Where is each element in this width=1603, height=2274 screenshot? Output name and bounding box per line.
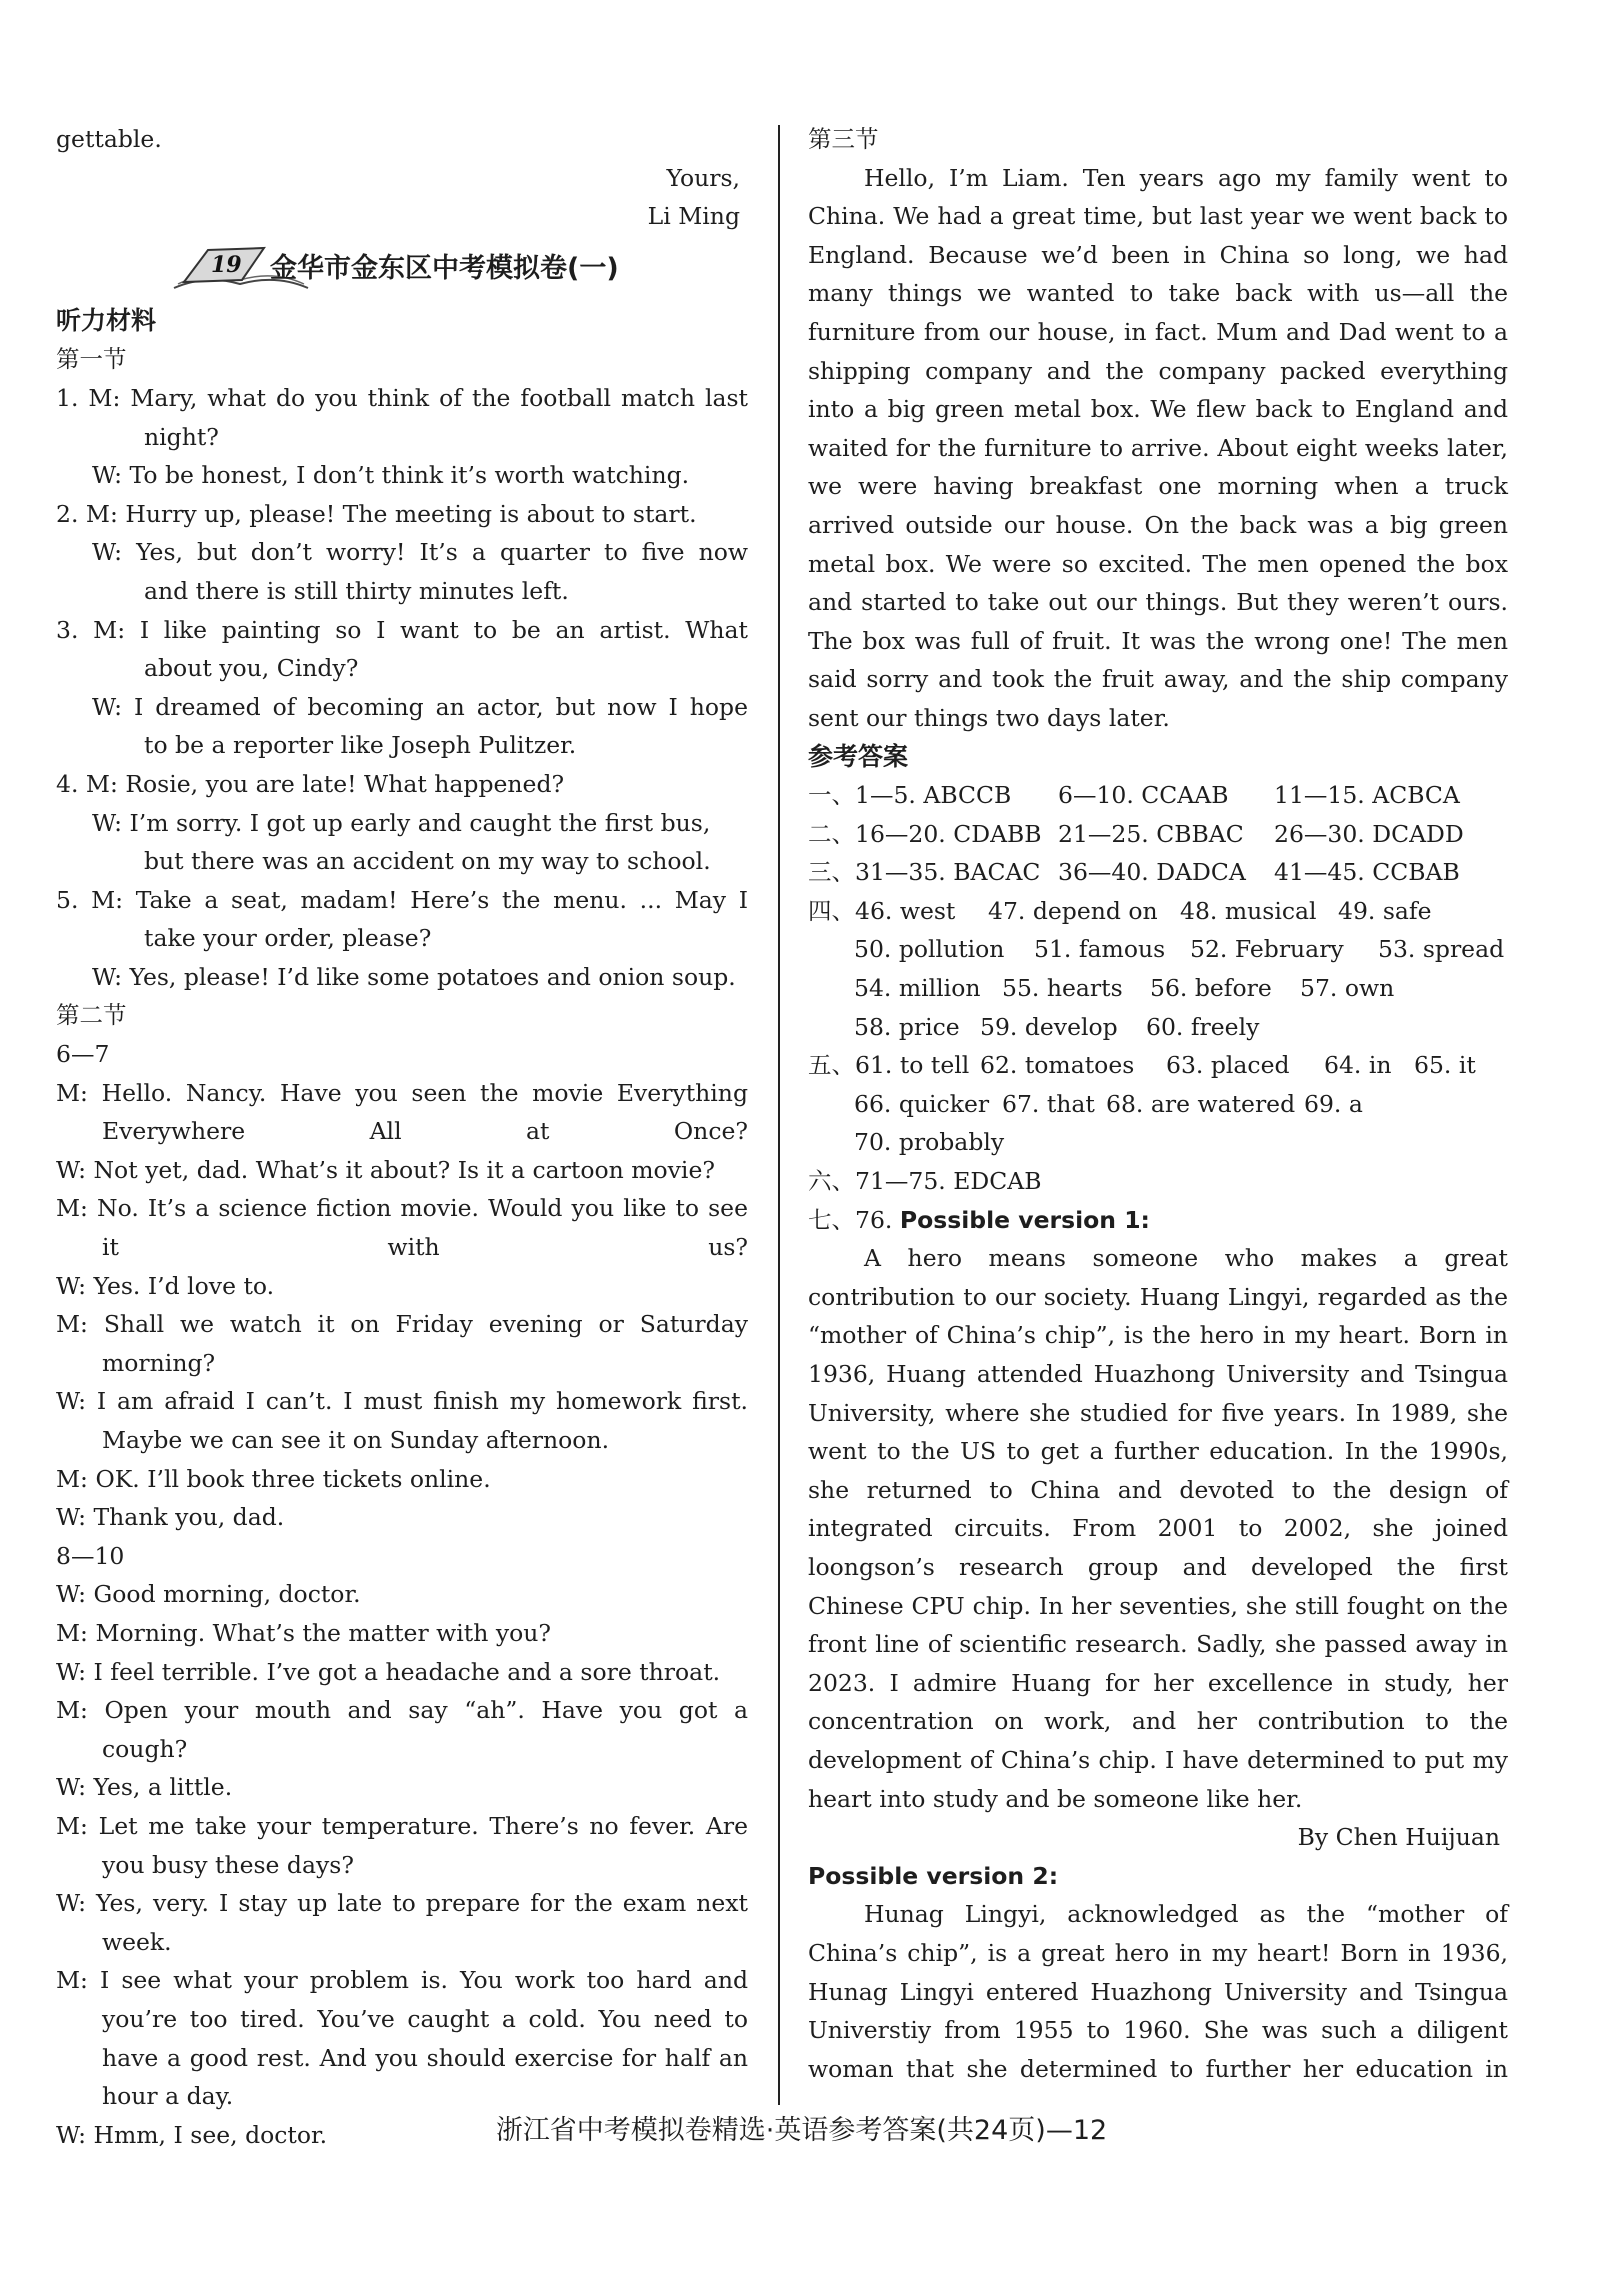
dialog-line: W: Yes, a little.: [56, 1773, 233, 1802]
dialog-line: W: Good morning, doctor.: [56, 1580, 361, 1609]
answer-row: [808, 1123, 1508, 1162]
answer-row: [808, 1085, 1508, 1124]
answer-item: 62. tomatoes: [980, 1051, 1135, 1080]
dialog-line: M: Shall we watch it on Friday evening or Saturday morning?: [56, 1310, 748, 1377]
dialog-line: M: OK. I’ll book three tickets online.: [56, 1464, 491, 1493]
listening-item-5-a: W: Yes, please! I’d like some potatoes and onion soup.: [92, 962, 736, 991]
answer-row: [808, 776, 1508, 815]
dialog-line: M: Open your mouth and say “ah”. Have you got a cough?: [56, 1696, 748, 1763]
dialog-line: M: Hello. Nancy. Have you seen the movie Everything Everywhere All at Once?: [56, 1078, 748, 1146]
answer-group: 11—15. ACBCA: [1274, 781, 1460, 810]
answer-item: 58. price: [854, 1012, 960, 1041]
answer-group: 6—10. CCAAB: [1058, 781, 1229, 810]
answer-item: 55. hearts: [1002, 974, 1123, 1003]
listening-item-5-cont: take your order, please?: [144, 924, 432, 953]
listening-item-2-a: W: Yes, but don’t worry! It’s a quarter to five now: [92, 538, 748, 567]
exam-title: 金华市金东区中考模拟卷(一): [270, 252, 619, 284]
dialog-line: W: Yes. I’d love to.: [56, 1271, 275, 1300]
version2-label: Possible version 2:: [808, 1861, 1059, 1890]
listening-item-4-q: 4. M: Rosie, you are late! What happened?: [56, 769, 565, 798]
listening-item-1-a: W: To be honest, I don’t think it’s worth watching.: [92, 461, 690, 490]
answer-item: 66. quicker: [854, 1089, 990, 1118]
listening-item-3-a: W: I dreamed of becoming an actor, but now I hope: [92, 692, 748, 721]
answer-group: 26—30. DCADD: [1274, 819, 1464, 848]
answer-item: 52. February: [1190, 935, 1344, 964]
q76-prefix: 七、76.: [808, 1205, 893, 1234]
listening-item-3-cont: about you, Cindy?: [144, 654, 359, 683]
dialog1-range: 6—7: [56, 1040, 110, 1069]
dialog-line: W: Hmm, I see, doctor.: [56, 2120, 328, 2149]
dialog-line: M: Morning. What’s the matter with you?: [56, 1618, 551, 1647]
version2-essay: Hunag Lingyi, acknowledged as the “mother of China’s chip”, is a great hero in my heart! Born in 1936, Hunag Lingyi entered Huazhong University and Tsingua Universtiy from 1955 to 1960. She was such a diligent woman that she determined to further her education in: [808, 1900, 1508, 2083]
answer-item: 57. own: [1300, 974, 1395, 1003]
answer-item: 70. probably: [854, 1128, 1005, 1157]
dialog-line: M: No. It’s a science fiction movie. Would you like to see it with us?: [56, 1194, 748, 1262]
answer-item: 50. pollution: [854, 935, 1005, 964]
answer-row: [808, 930, 1508, 969]
listening-heading: 听力材料: [56, 305, 157, 335]
answer-group: 二、16—20. CDABB: [808, 819, 1042, 848]
answer-group: 36—40. DADCA: [1058, 858, 1246, 887]
answer-item: 53. spread: [1378, 935, 1505, 964]
answer-group: 三、31—35. BACAC: [808, 858, 1041, 887]
answer-item: 63. placed: [1166, 1051, 1290, 1080]
letter-signature: Li Ming: [647, 202, 740, 231]
answer-item: 67. that: [1002, 1089, 1095, 1118]
answer-row: [808, 1162, 1508, 1201]
answer-item: 五、61. to tell: [808, 1051, 970, 1080]
listening-item-5-q: 5. M: Take a seat, madam! Here’s the menu. ... May I: [56, 885, 748, 914]
listening-item-3-q: 3. M: I like painting so I want to be an artist. What: [56, 615, 748, 644]
answer-item: 49. safe: [1338, 896, 1432, 925]
answer-item: 64. in: [1324, 1051, 1392, 1080]
answer-item: 60. freely: [1146, 1012, 1260, 1041]
exam-section-header: [56, 242, 748, 300]
listening-item-2-q: 2. M: Hurry up, please! The meeting is about to start.: [56, 499, 697, 528]
answer-row: [808, 853, 1508, 892]
answer-item: 48. musical: [1180, 896, 1317, 925]
version1-label: Possible version 1:: [899, 1205, 1150, 1234]
listening-item-1-q: 1. M: Mary, what do you think of the football match last: [56, 383, 748, 412]
right-column: [808, 120, 1508, 2088]
part1-label: 第一节: [56, 345, 127, 374]
answer-item: 四、46. west: [808, 896, 956, 925]
dialog-line: W: I am afraid I can’t. I must finish my homework first. Maybe we can see it on Sunday afternoon.: [56, 1387, 748, 1454]
answer-item: 69. a: [1304, 1089, 1363, 1118]
dialog-line: W: Not yet, dad. What’s it about? Is it a cartoon movie?: [56, 1155, 715, 1184]
q76-row: [808, 1201, 1508, 1240]
listening-item-4-a: W: I’m sorry. I got up early and caught the first bus,: [92, 808, 711, 837]
answer-item: 51. famous: [1034, 935, 1166, 964]
answer-row: [808, 969, 1508, 1008]
answer-item: 47. depend on: [988, 896, 1158, 925]
continued-text: gettable.: [56, 125, 162, 153]
listening-item-2-cont: and there is still thirty minutes left.: [144, 576, 569, 605]
badge-number: 19: [211, 251, 242, 278]
dialog-line: W: I feel terrible. I’ve got a headache and a sore throat.: [56, 1657, 721, 1686]
answer-row: [808, 815, 1508, 854]
answer-row: [808, 1008, 1508, 1047]
part3-label: 第三节: [808, 125, 879, 153]
answers-heading: 参考答案: [808, 741, 909, 771]
answer-item: 59. develop: [980, 1012, 1118, 1041]
dialog-line: M: I see what your problem is. You work too hard and you’re too tired. You’ve caught a cold. You need to have a good rest. And you should exercise for half an hour a day.: [56, 1966, 748, 2111]
answer-item: 56. before: [1150, 974, 1272, 1003]
answer-item: 65. it: [1414, 1051, 1476, 1080]
letter-closing: Yours,: [666, 163, 740, 192]
answer-group: 41—45. CCBAB: [1274, 858, 1460, 887]
part2-label: 第二节: [56, 1001, 127, 1030]
page-footer: 浙江省中考模拟卷精选·英语参考答案(共24页)—12: [495, 2115, 1108, 2146]
dialog-line: W: Yes, very. I stay up late to prepare for the exam next week.: [56, 1889, 748, 1956]
answer-group: 21—25. CBBAC: [1058, 819, 1244, 848]
listening-item-1-cont: night?: [144, 422, 219, 451]
left-column: [56, 120, 748, 2154]
answer-group: 一、1—5. ABCCB: [808, 781, 1012, 810]
version1-essay: A hero means someone who makes a great contribution to our society. Huang Lingyi, regarded as the “mother of China’s chip”, is the hero in my heart. Born in 1936, Huang attended Huazhong University and Tsingua University, where she studied for five years. In 1989, she went to the US to get a further education. In the 1990s, she returned to China and devoted to the design of integrated circuits. From 2001 to 2002, she joined loongson’s research group and developed the first Chinese CPU chip. In her seventies, she still fought on the front line of scientific research. Sadly, she passed away in 2023. I admire Huang for her excellence in study, her concentration on work, and her contribution to the development of China’s chip. I have determined to put my heart into study and be someone like her.: [808, 1244, 1508, 1813]
version1-author: By Chen Huijuan: [1297, 1823, 1500, 1852]
answer-item: 54. million: [854, 974, 981, 1003]
answer-item: 68. are watered: [1106, 1089, 1296, 1118]
answer-row: [808, 1046, 1508, 1085]
answer-group: 六、71—75. EDCAB: [808, 1167, 1042, 1196]
column-divider: [778, 125, 780, 2105]
dialog-line: M: Let me take your temperature. There’s no fever. Are you busy these days?: [56, 1811, 748, 1879]
listening-item-3-a-cont: to be a reporter like Joseph Pulitzer.: [144, 731, 577, 760]
dialog2-range: 8—10: [56, 1541, 125, 1570]
part3-passage: Hello, I’m Liam. Ten years ago my family went to China. We had a great time, but last year we went back to England. Because we’d been in China so long, we had many things we wanted to take back with us—all the furniture from our house, in fact. Mum and Dad went to a shipping company and the company packed everything into a big green metal box. We flew back to England and waited for the furniture to arrive. About eight weeks later, we were having breakfast one morning when a truck arrived outside our house. On the back was a big green metal box. We were so excited. The men opened the box and started to take out our things. But they weren’t ours. The box was full of fruit. It was the wrong one! The men said sorry and took the fruit away, and the ship company sent our things two days later.: [808, 163, 1508, 732]
listening-item-4-cont: but there was an accident on my way to school.: [144, 847, 711, 876]
dialog-line: W: Thank you, dad.: [56, 1503, 285, 1532]
answer-row: [808, 892, 1508, 931]
